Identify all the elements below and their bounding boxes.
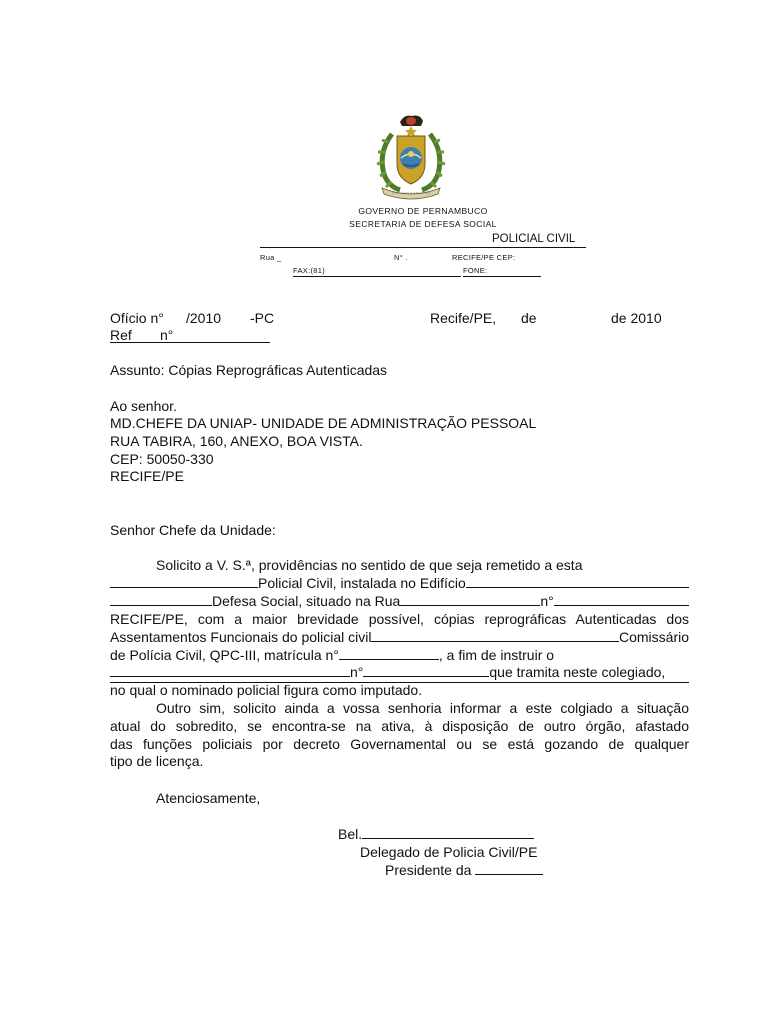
body-p2-line-4: tipo de licença. xyxy=(110,753,204,769)
body-p1-line-7-text: que tramita neste colegiado, xyxy=(489,664,666,680)
body-p1-line-3-number: n° xyxy=(540,593,554,609)
body-p1-line-5-rank: Comissário xyxy=(618,629,689,645)
oficio-suffix: -PC xyxy=(250,310,275,326)
header-fone-label: FONE: xyxy=(463,266,488,275)
closing: Atenciosamente, xyxy=(156,790,261,806)
date-de-1: de xyxy=(521,310,537,326)
body-rule xyxy=(110,682,689,683)
subject-line: Assunto: Cópias Reprográficas Autenticadas xyxy=(110,362,388,378)
place-label: Recife/PE, xyxy=(430,310,497,326)
body-p2-line-1: Outro sim, solicito ainda a vossa senhoria informar a este colgiado a situação xyxy=(156,700,689,716)
body-p1-line-3-text: Defesa Social, situado na Rua xyxy=(212,593,401,609)
recipient-line-1: Ao senhor. xyxy=(110,398,177,414)
body-p2-line-3: das funções policiais por decreto Governamental ou se está gozando de qualquer xyxy=(110,736,689,752)
signature-president xyxy=(385,862,543,880)
signature-bel xyxy=(338,826,534,844)
fone-rule xyxy=(463,276,541,277)
header-recife-cep-label: RECIFE/PE CEP: xyxy=(452,253,516,262)
body-p1-line-5-text: Assentamentos Funcionais do policial civil xyxy=(110,629,372,645)
header-rule xyxy=(260,247,586,248)
ref-number-label: n° xyxy=(160,327,174,343)
body-p1-line-6 xyxy=(110,647,554,665)
body-p1-line-6-text: de Polícia Civil, QPC-III, matrícula n° xyxy=(110,647,339,663)
fax-rule xyxy=(293,276,461,277)
recipient-line-2: MD.CHEFE DA UNIAP- UNIDADE DE ADMINISTRAÇÃO PESSOAL xyxy=(110,415,537,431)
header-secretariat: SECRETARIA DE DEFESA SOCIAL xyxy=(349,219,497,229)
header-fax-label: FAX:(81) xyxy=(293,266,325,275)
pernambuco-coat-of-arms-icon xyxy=(370,112,452,200)
oficio-label: Ofício n° xyxy=(110,310,164,326)
body-p1-line-1: Solicito a V. S.ª, providências no sentido de que seja remetido a esta xyxy=(156,557,583,573)
body-p1-line-4: RECIFE/PE, com a maior brevidade possível, cópias reprográficas Autenticadas dos xyxy=(110,611,689,627)
header-numero-label: N° . xyxy=(394,253,408,262)
body-p1-line-6-tail: , a fim de instruir o xyxy=(438,647,555,663)
body-p1-line-2-text: Policial Civil, instalada no Edifício xyxy=(258,575,466,591)
ref-label: Ref xyxy=(110,327,132,343)
body-p1-line-3 xyxy=(110,593,689,611)
signature-president-label: Presidente da xyxy=(385,862,472,878)
body-p1-line-2 xyxy=(110,575,689,593)
signature-title: Delegado de Policia Civil/PE xyxy=(360,844,538,860)
date-de-2010: de 2010 xyxy=(611,310,662,326)
body-p2-line-2: atual do sobredito, se encontra-se na ativa, à disposição de outro órgão, afastado xyxy=(110,718,689,734)
body-p1-line-5 xyxy=(110,629,689,647)
body-p1-line-7 xyxy=(110,664,689,682)
salutation: Senhor Chefe da Unidade: xyxy=(110,522,276,538)
header-rua-label: Rua _ xyxy=(260,253,282,262)
signature-bel-label: Bel. xyxy=(338,826,363,842)
header-government: GOVERNO DE PERNAMBUCO xyxy=(358,206,488,216)
recipient-line-5: RECIFE/PE xyxy=(110,468,184,484)
body-p1-line-7-number: n° xyxy=(350,664,364,680)
ref-rule xyxy=(110,342,270,343)
recipient-line-4: CEP: 50050-330 xyxy=(110,451,214,467)
body-p1-line-8: no qual o nominado policial figura como imputado. xyxy=(110,682,423,698)
header-policia-civil: POLICIAL CIVIL xyxy=(492,233,576,245)
recipient-line-3: RUA TABIRA, 160, ANEXO, BOA VISTA. xyxy=(110,433,363,449)
oficio-year: /2010 xyxy=(186,310,222,326)
